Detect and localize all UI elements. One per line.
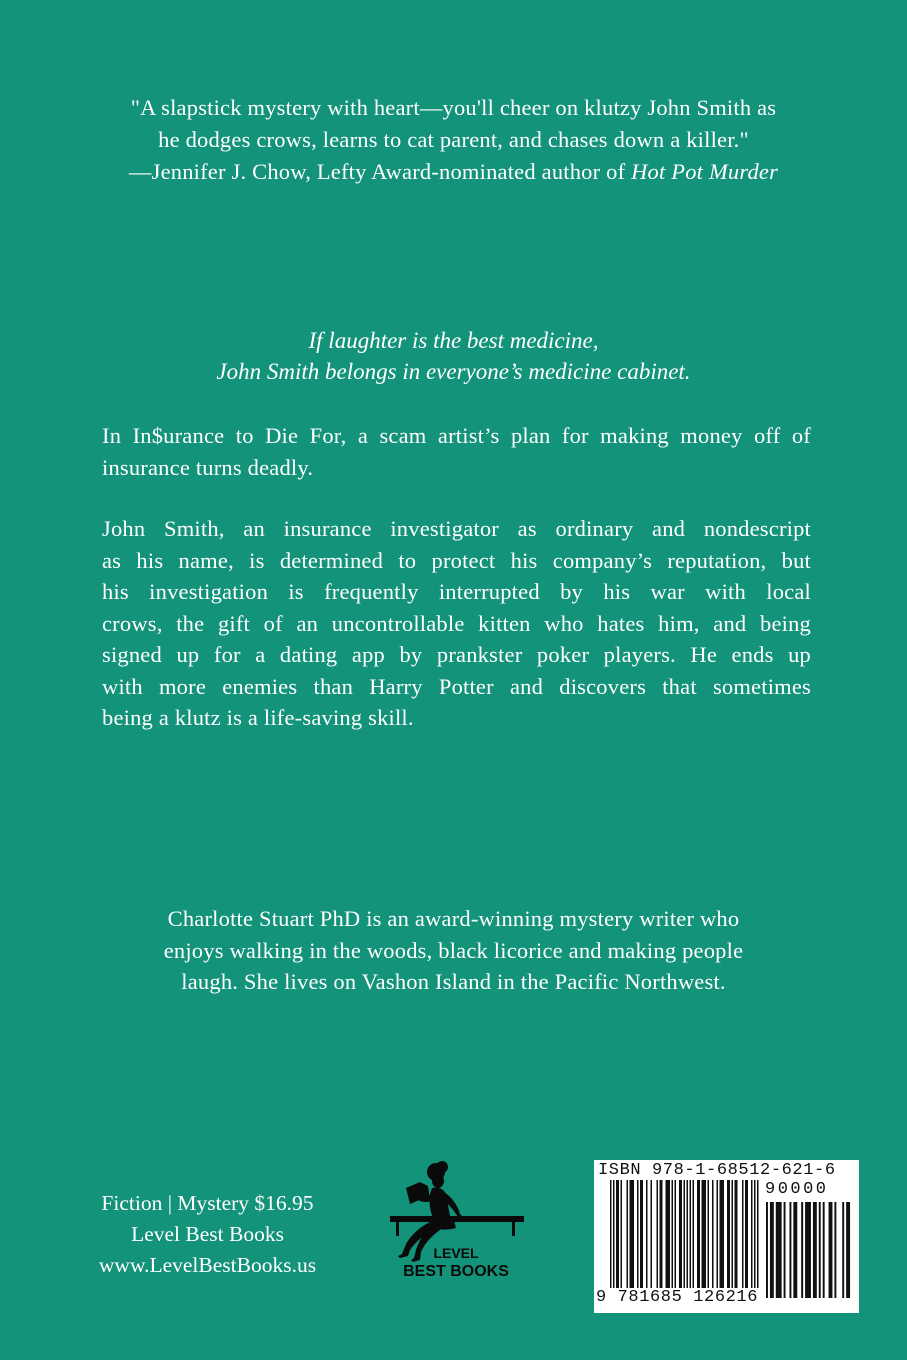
barcode-bar [660, 1180, 663, 1288]
barcode-bar [784, 1202, 786, 1298]
barcode-bar [735, 1180, 738, 1288]
barcode-bar [813, 1202, 817, 1298]
barcode-bar [697, 1180, 700, 1288]
barcode-bar [666, 1180, 671, 1288]
paragraph-line: his investigation is frequently interrupted by his war with local [102, 579, 811, 604]
publisher-name: Level Best Books [131, 1222, 284, 1246]
barcode-bar [766, 1202, 768, 1298]
publisher-website: www.LevelBestBooks.us [98, 1253, 317, 1277]
barcode-bar [675, 1180, 677, 1288]
barcode-addon-number: 90000 [765, 1180, 829, 1199]
barcode-bar [613, 1180, 615, 1288]
quote-attribution [80, 156, 827, 188]
barcode-bar [717, 1180, 719, 1288]
barcode-bar [630, 1180, 635, 1288]
barcode-bar [679, 1180, 682, 1288]
barcode-bar [801, 1202, 803, 1298]
description-paragraph [102, 420, 811, 483]
barcode-bar [834, 1202, 836, 1298]
tagline-line: If laughter is the best medicine, [308, 328, 599, 353]
author-bio [80, 903, 827, 998]
attribution-book-title: Hot Pot Murder [631, 159, 779, 184]
paragraph-line: being a klutz is a life-saving skill. [102, 705, 414, 730]
barcode-bar [789, 1202, 791, 1298]
paragraph-line: signed up for a dating app by prankster poker players. He ends up [102, 642, 811, 667]
barcode-bar [684, 1180, 686, 1288]
barcode-bar [745, 1180, 748, 1288]
barcode-bar [708, 1180, 710, 1288]
barcode-bar [776, 1202, 782, 1298]
barcode-bar [720, 1180, 725, 1288]
tagline-line: John Smith belongs in everyone’s medicine cabinet. [216, 359, 691, 384]
barcode-bar [640, 1180, 643, 1288]
quote-line: "A slapstick mystery with heart—you'll cheer on klutzy John Smith as [130, 95, 777, 120]
barcode-bar [616, 1180, 619, 1288]
barcode-bar [751, 1180, 753, 1288]
category-price: Fiction | Mystery $16.95 [101, 1191, 314, 1215]
barcode-bar [842, 1202, 844, 1298]
bio-line: laugh. She lives on Vashon Island in the Pacific Northwest. [181, 969, 726, 994]
paragraph-line: with more enemies than Harry Potter and discovers that sometimes [102, 673, 811, 699]
tagline [80, 325, 827, 387]
barcode-bar [637, 1180, 639, 1288]
isbn-number: ISBN 978-1-68512-621-6 [598, 1161, 836, 1180]
barcode-bar [805, 1202, 811, 1298]
paragraph-line: crows, the gift of an uncontrollable kitten who hates him, and being [102, 610, 811, 636]
publisher-logo [384, 1158, 529, 1283]
bio-line: enjoys walking in the woods, black licorice and making people [163, 937, 744, 963]
paragraph-line: In In$urance to Die For, a scam artist’s plan for making money off of [102, 423, 811, 448]
barcode-bar [770, 1202, 774, 1298]
barcode-bar [742, 1180, 744, 1288]
paragraph-line: John Smith, an insurance investigator as ordinary and nondescript [102, 516, 811, 541]
logo-text-level: LEVEL [433, 1245, 479, 1261]
logo-text-best-books: BEST BOOKS [403, 1263, 509, 1280]
endorsement-quote [80, 92, 827, 188]
barcode-bar [757, 1180, 759, 1288]
barcode-bar [627, 1180, 629, 1288]
barcode-bar [672, 1180, 674, 1288]
barcode-bar [819, 1202, 821, 1298]
attribution-text: —Jennifer J. Chow, Lefty Award-nominated author of [128, 159, 626, 184]
barcode-bar [610, 1180, 612, 1288]
barcode-bar [690, 1180, 692, 1288]
barcode-bar [693, 1180, 695, 1288]
barcode-bar [712, 1180, 714, 1288]
barcode-addon-bars [766, 1202, 852, 1298]
barcode-bar [657, 1180, 659, 1288]
barcode-bar [793, 1202, 797, 1298]
barcode-bar [646, 1180, 648, 1288]
barcode-bar [727, 1180, 730, 1288]
barcode-bar [829, 1202, 833, 1298]
barcode-bar [823, 1202, 825, 1298]
quote-line: he dodges crows, learns to cat parent, and chases down a killer." [158, 127, 749, 152]
bio-line: Charlotte Stuart PhD is an award-winning mystery writer who [167, 906, 740, 931]
barcode-bar [732, 1180, 734, 1288]
barcode-bar [754, 1180, 756, 1288]
barcode-bar [651, 1180, 653, 1288]
barcode-bar [687, 1180, 689, 1288]
barcode-bar [846, 1202, 850, 1298]
description-paragraph [102, 513, 811, 734]
barcode-bars [610, 1180, 760, 1288]
barcode-bar [702, 1180, 707, 1288]
paragraph-line: as his name, is determined to protect his company’s reputation, but [102, 547, 811, 573]
publisher-info [70, 1188, 345, 1281]
barcode-bar [621, 1180, 623, 1288]
isbn-barcode [594, 1160, 859, 1313]
paragraph-line: insurance turns deadly. [102, 454, 314, 480]
ean-digits: 9 781685 126216 [596, 1288, 759, 1307]
